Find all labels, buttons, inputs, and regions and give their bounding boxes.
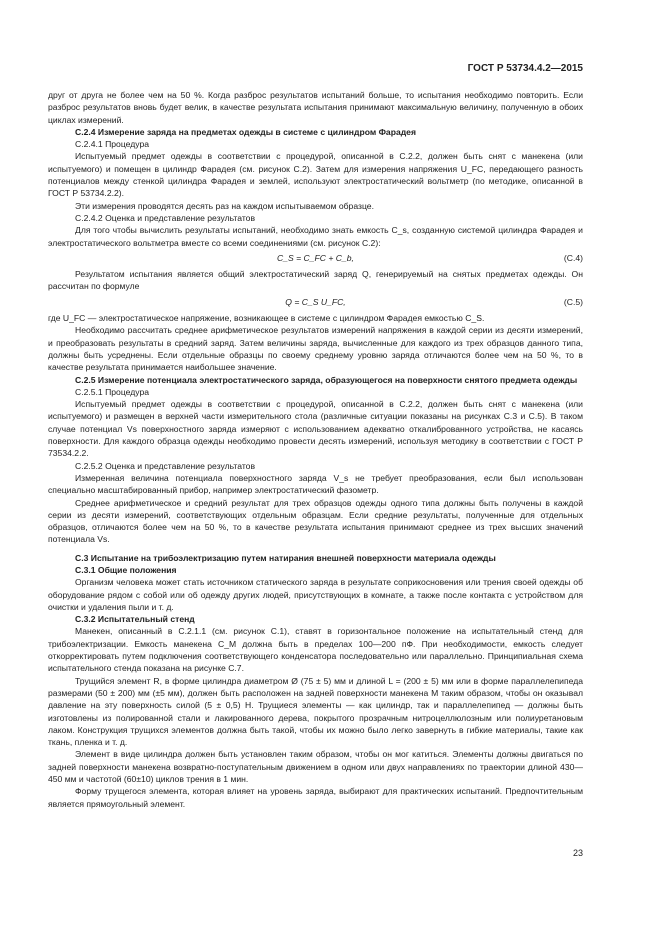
paragraph: Эти измерения проводятся десять раз на каждом испытываемом образце. [75,200,374,211]
document-body [48,89,583,810]
paragraph: Испытуемый предмет одежды в соответствии с процедурой, описанной в C.2.2, должен быть снят с манекена (или испытуемого) и размещен в верхней части измерительного стола (различные ситуации показаны на рисунках C.3 и C.5). В таком случае потенциал Vs поверхностного заряда измеряют с использованием адекватно откалиброванного устройства, не касаясь поверхности. Для каждого образца одежды необходимо провести десять измерений, используя методику в соответствии с ГОСТ Р 73534.2.2. [48,399,583,459]
paragraph: Измеренная величина потенциала поверхностного заряда V_s не требует преобразования, если был использован специально масштабированный прибор, например электростатический фазометр. [48,472,583,496]
paragraph: Испытуемый предмет одежды в соответствии с процедурой, описанной в C.2.2, должен быть снят с манекена (или испытуемого) и помещен в цилиндр Фарадея (см. рисунок C.2). Затем для измерения напряжения U_FC, передающего разность потенциалов между стенкой цилиндра Фарадея и землей, используют электростатический вольтметр (по методике, описанной в ГОСТ Р 53734.2.2). [48,151,583,199]
paragraph: Элемент в виде цилиндра должен быть установлен таким образом, чтобы он мог катиться. Элементы должны двигаться по задней поверхности манекена возвратно-поступательным движением в одном или двух направлениях по траектории длиной 430—450 мм и частотой (60±10) циклов трения в 1 мин. [48,749,583,785]
paragraph: Организм человека может стать источником статического заряда в результате соприкосновения или трения своей одежды об оборудование рядом с собой или об одежду других людей, присутствующих в комнате, а также после контакта с устройством для очистки и удаления пыли и т. д. [48,577,583,612]
subsection-heading: C.2.4.2 Оценка и представление результатов [75,212,256,223]
paragraph: где U_FC — электростатическое напряжение, возникающее в системе с цилиндром Фарадея емкостью C_S. [48,313,485,324]
page-number: 23 [572,848,583,858]
section-heading: C.2.4 Измерение заряда на предметах одежды в системе с цилиндром Фарадея [75,126,416,137]
subsection-heading: C.3.2 Испытательный стенд [75,614,195,625]
subsection-heading: C.2.4.1 Процедура [75,139,150,150]
equation-number: (C.5) [563,296,583,307]
document-header: ГОСТ Р 53734.4.2—2015 [467,63,583,74]
equation-c5 [48,296,583,308]
equation-number: (C.4) [563,252,583,263]
section-heading: C.3 Испытание на трибоэлектризацию путем натирания внешней поверхности материала одежды [75,552,496,563]
subsection-heading: C.2.5.2 Оценка и представление результатов [75,460,256,471]
paragraph: Результатом испытания является общий электростатический заряд Q, генерируемый на снятых предметах одежды. Он рассчитан по формуле [48,269,583,292]
paragraph: Среднее арифметическое и средний результат для трех образцов одежды одного типа должны быть получены в каждой серии из десяти измерений, соответствующих отдельным образцам. Если средние результаты, полученные для отдельных образцов, отличаются более чем на 50 %, то в качестве результата испытания принимают среднее из трех высших значений потенциала Vs. [48,497,583,545]
section-heading: C.2.5 Измерение потенциала электростатического заряда, образующегося на поверхности снятого предмета одежды [75,374,578,385]
formula: Q = C_S U_FC, [285,296,346,307]
subsection-heading: C.3.1 Общие положения [75,564,177,575]
subsection-heading: C.2.5.1 Процедура [75,386,150,397]
paragraph: Форму трущегося элемента, которая влияет на уровень заряда, выбирают для практических испытаний. Предпочтительным является прямоугольный элемент. [48,786,583,809]
paragraph: Трущийся элемент R, в форме цилиндра диаметром Ø (75 ± 5) мм и длиной L = (200 ± 5) мм или в форме параллелепипеда размерами (50 ± 200) мм (±5 мм), должен быть расположен на задней поверхности манекена M таким образом, чтобы он оказывал давление на эту поверхность силой (5 ± 0,5) Н. Трущиеся элементы — как цилиндр, так и параллелепипед — должны быть изготовлены из полированной стали и лакированного дерева, покрытого прозрачным нитроцеллюлозным или полиуретановым лаком. Конструкция трущихся элементов должна быть такой, чтобы их можно было легко завернуть в гибкие материалы, такие как ткань, пленка и т. д. [48,675,583,748]
equation-c4 [48,252,583,264]
paragraph: друг от друга не более чем на 50 %. Когда разброс результатов испытаний больше, то испытания необходимо повторить. Если разброс результатов вновь будет велик, в качестве результата испытания принимают максимальную величину, полученную в обоих циклах измерений. [48,90,583,125]
formula: C_S = C_FC + C_b, [277,252,354,263]
paragraph: Манекен, описанный в C.2.1.1 (см. рисунок C.1), ставят в горизонтальное положение на испытательный стенд для трибоэлектризации. Емкость манекена C_M должна быть в пределах 100—200 пФ. При необходимости, емкость следует откорректировать путем подключения соответствующего конденсатора последовательно или параллельно. Принципиальная схема испытательного стенда показана на рисунке C.7. [48,626,583,674]
paragraph: Для того чтобы вычислить результаты испытаний, необходимо знать емкость C_s, созданную системой цилиндра Фарадея и электростатического вольтметра вместе со всеми соединениями (см. рисунок C.2): [48,225,583,248]
paragraph: Необходимо рассчитать среднее арифметическое результатов измерений напряжения в каждой серии из десяти измерений, и преобразовать результаты в средний заряд. Затем величины заряда, вычисленные для каждого из трех образцов данного типа, должны быть усреднены. Если отдельные образцы по своему среднему уровню заряда отличаются более чем на 50 %, то в качестве результата принимается наибольшее значение. [48,325,583,373]
